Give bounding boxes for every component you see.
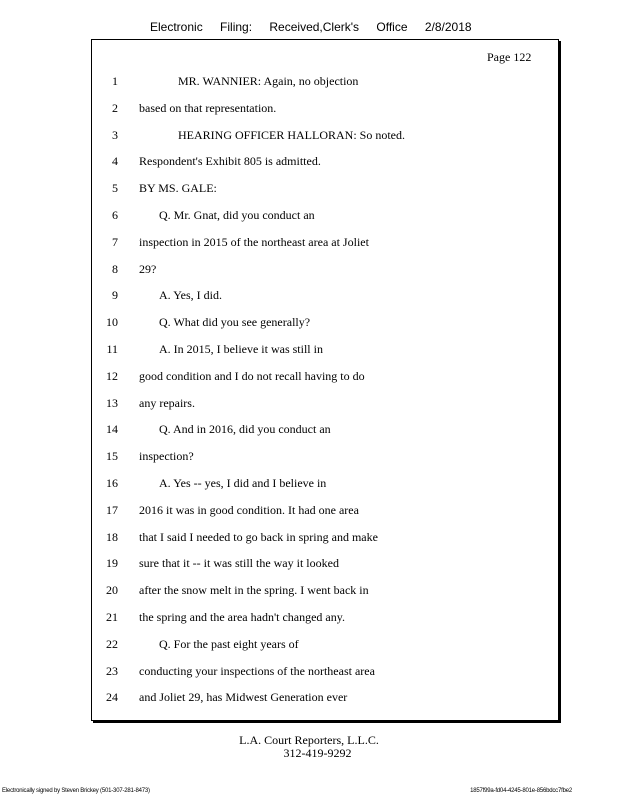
line-text: Q. And in 2016, did you conduct an — [159, 422, 331, 437]
transcript-line — [0, 153, 618, 169]
line-number: 6 — [112, 208, 118, 222]
transcript-line — [0, 234, 618, 250]
filing-stamp-part: 2/8/2018 — [424, 20, 472, 34]
transcript-line — [0, 100, 618, 116]
line-number: 24 — [106, 690, 118, 705]
line-text: after the snow melt in the spring. I went back in — [139, 583, 369, 598]
esignature-left: Electronically signed by Steven Brickey (501-307-281-8473) — [2, 788, 150, 794]
filing-stamp-header — [150, 20, 486, 34]
line-text: based on that representation. — [139, 100, 277, 115]
line-number: 13 — [106, 395, 118, 410]
transcript-line — [0, 395, 618, 411]
line-text: HEARING OFFICER HALLORAN: So noted. — [178, 127, 406, 142]
line-text: the spring and the area hadn't changed any. — [139, 610, 345, 624]
line-text: inspection in 2015 of the northeast area at Joliet — [139, 234, 369, 249]
line-number: 19 — [106, 556, 118, 571]
line-number: 2 — [112, 100, 118, 115]
transcript-line — [0, 287, 618, 303]
line-number: 3 — [112, 127, 118, 142]
line-number: 22 — [106, 636, 118, 651]
filing-stamp-part: Office — [376, 20, 408, 34]
transcript-line — [0, 475, 618, 491]
transcript-line — [0, 689, 618, 705]
line-number: 17 — [106, 502, 118, 517]
line-text: and Joliet 29, has Midwest Generation ever — [139, 690, 348, 705]
line-number: 20 — [106, 583, 118, 598]
line-number: 1 — [112, 74, 118, 88]
filing-stamp-part: Filing: — [220, 20, 253, 34]
line-text: Q. What did you see generally? — [159, 315, 311, 330]
transcript-line — [0, 180, 618, 196]
transcript-line — [0, 448, 618, 464]
line-text: Respondent's Exhibit 805 is admitted. — [139, 154, 321, 169]
line-text: good condition and I do not recall having to do — [139, 368, 365, 383]
line-number: 9 — [112, 288, 118, 303]
line-number: 12 — [106, 368, 118, 383]
line-number: 8 — [112, 261, 118, 276]
transcript-line — [0, 421, 618, 437]
line-number: 4 — [112, 154, 118, 169]
filing-stamp-part: Received,Clerk's — [269, 20, 360, 34]
line-number: 16 — [106, 476, 118, 490]
line-text: MR. WANNIER: Again, no objection — [178, 74, 359, 88]
line-number: 14 — [106, 422, 118, 437]
line-text: Q. For the past eight years of — [159, 636, 299, 651]
line-text: Q. Mr. Gnat, did you conduct an — [159, 208, 315, 222]
line-text: 2016 it was in good condition. It had one area — [139, 502, 359, 517]
line-text: conducting your inspections of the northeast area — [139, 663, 375, 678]
line-number: 23 — [106, 663, 118, 678]
transcript-line — [0, 636, 618, 652]
transcript-line — [0, 261, 618, 277]
line-text: any repairs. — [139, 395, 195, 410]
transcript-line — [0, 368, 618, 384]
line-text: inspection? — [139, 449, 194, 464]
line-number: 5 — [112, 181, 118, 196]
line-number: 15 — [106, 449, 118, 464]
transcript-line — [0, 529, 618, 545]
transcript-line — [0, 502, 618, 518]
line-text: A. Yes -- yes, I did and I believe in — [159, 476, 327, 490]
transcript-line — [0, 127, 618, 143]
line-text: BY MS. GALE: — [139, 181, 217, 196]
reporter-company: L.A. Court Reporters, L.L.C. — [239, 733, 379, 747]
line-text: that I said I needed to go back in spring and make — [139, 529, 378, 544]
transcript-line — [0, 314, 618, 330]
line-number: 11 — [106, 342, 118, 356]
line-number: 18 — [106, 529, 118, 544]
transcript-line — [0, 207, 618, 223]
line-text: A. Yes, I did. — [159, 288, 223, 303]
line-text: A. In 2015, I believe it was still in — [159, 342, 323, 356]
transcript-line — [0, 341, 618, 357]
transcript-line — [0, 555, 618, 571]
esignature-right: 1857f99a-fd04-4245-801e-856bdcc7fbe2 — [470, 788, 572, 794]
transcript-line — [0, 582, 618, 598]
line-number: 7 — [112, 234, 118, 249]
line-text: sure that it -- it was still the way it looked — [139, 556, 339, 571]
line-text: 29? — [139, 261, 157, 276]
reporter-footer — [0, 734, 618, 760]
line-number: 10 — [106, 315, 118, 330]
transcript-line — [0, 73, 618, 89]
transcript-line — [0, 609, 618, 625]
line-number: 21 — [106, 610, 118, 624]
filing-stamp-part: Electronic — [150, 20, 203, 34]
reporter-phone: 312-419-9292 — [283, 746, 352, 760]
transcript-line — [0, 663, 618, 679]
page-number: Page 122 — [487, 50, 532, 64]
